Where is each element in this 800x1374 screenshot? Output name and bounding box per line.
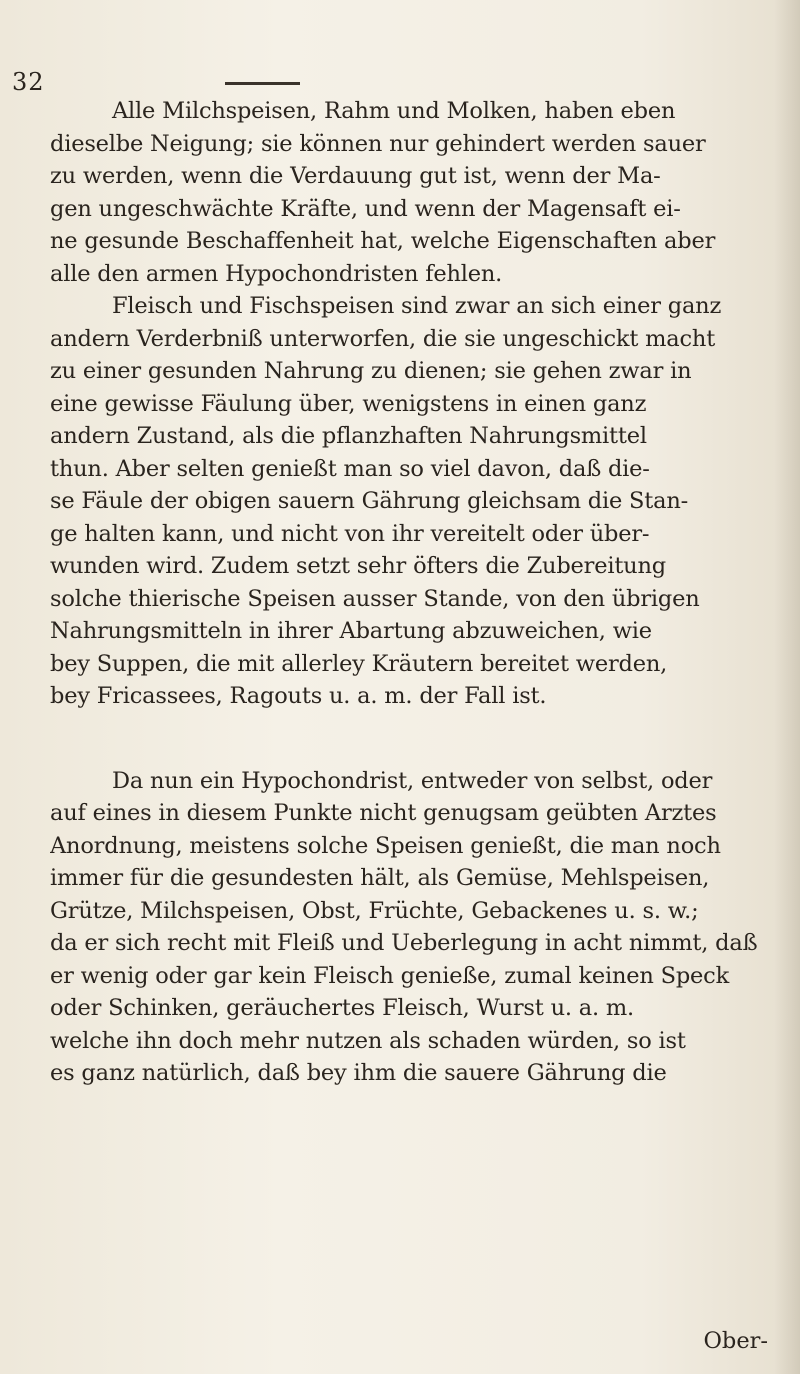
text-line: Anordnung, meistens solche Speisen genießt, die man noch [50, 832, 721, 859]
page-number: 32 [12, 68, 45, 96]
text-line: eine gewisse Fäulung über, wenigstens in einen ganz [50, 390, 647, 417]
text-line: oder Schinken, geräuchertes Fleisch, Wurst u. a. m. [50, 995, 634, 1021]
text-line: Grütze, Milchspeisen, Obst, Früchte, Gebackenes u. s. w.; [50, 897, 699, 924]
text-line: da er sich recht mit Fleiß und Ueberlegung in acht nimmt, daß [50, 930, 758, 956]
text-line: wunden wird. Zudem setzt sehr öfters die Zubereitung [50, 553, 666, 579]
text-line: ge halten kann, und nicht von ihr vereitelt oder über- [50, 520, 650, 547]
text-line: solche thierische Speisen ausser Stande, von den übrigen [50, 585, 700, 612]
text-line: es ganz natürlich, daß bey ihm die sauere Gährung die [50, 1060, 667, 1086]
text-line: welche ihn doch mehr nutzen als schaden würden, so ist [50, 1027, 686, 1054]
text-line: bey Fricassees, Ragouts u. a. m. der Fall ist. [50, 683, 547, 709]
text-line: Nahrungsmitteln in ihrer Abartung abzuweichen, wie [50, 618, 652, 644]
catchword: Ober- [703, 1328, 768, 1354]
paragraph-gap [50, 713, 768, 765]
text-line: alle den armen Hypochondristen fehlen. [50, 260, 503, 287]
text-line: er wenig oder gar kein Fleisch genieße, zumal keinen Speck [50, 962, 730, 989]
header-rule [225, 82, 300, 85]
text-line: ne gesunde Beschaffenheit hat, welche Eigenschaften aber [50, 228, 716, 254]
text-line: se Fäule der obigen sauern Gährung gleichsam die Stan- [50, 488, 689, 514]
text-line: zu werden, wenn die Verdauung gut ist, wenn der Ma- [50, 163, 661, 189]
text-line: Da nun ein Hypochondrist, entweder von selbst, oder [112, 767, 713, 794]
text-line: dieselbe Neigung; sie können nur gehindert werden sauer [50, 130, 706, 157]
text-line: gen ungeschwächte Kräfte, und wenn der Magensaft ei- [50, 195, 681, 222]
text-line: Fleisch und Fischspeisen sind zwar an sich einer ganz [112, 293, 722, 319]
text-line: auf eines in diesem Punkte nicht genugsam geübten Arztes [50, 800, 717, 826]
body-text [50, 95, 768, 1090]
text-line: immer für die gesundesten hält, als Gemüse, Mehlspeisen, [50, 865, 710, 891]
text-line: andern Zustand, als die pflanzhaften Nahrungsmittel [50, 423, 647, 449]
text-line: bey Suppen, die mit allerley Kräutern bereitet werden, [50, 650, 668, 677]
text-line: thun. Aber selten genießt man so viel davon, daß die- [50, 455, 650, 482]
text-line: zu einer gesunden Nahrung zu dienen; sie gehen zwar in [50, 358, 692, 384]
page-edge-shadow [774, 0, 800, 1374]
text-line: Alle Milchspeisen, Rahm und Molken, haben eben [112, 98, 676, 124]
text-line: andern Verderbniß unterworfen, die sie ungeschickt macht [50, 325, 716, 352]
